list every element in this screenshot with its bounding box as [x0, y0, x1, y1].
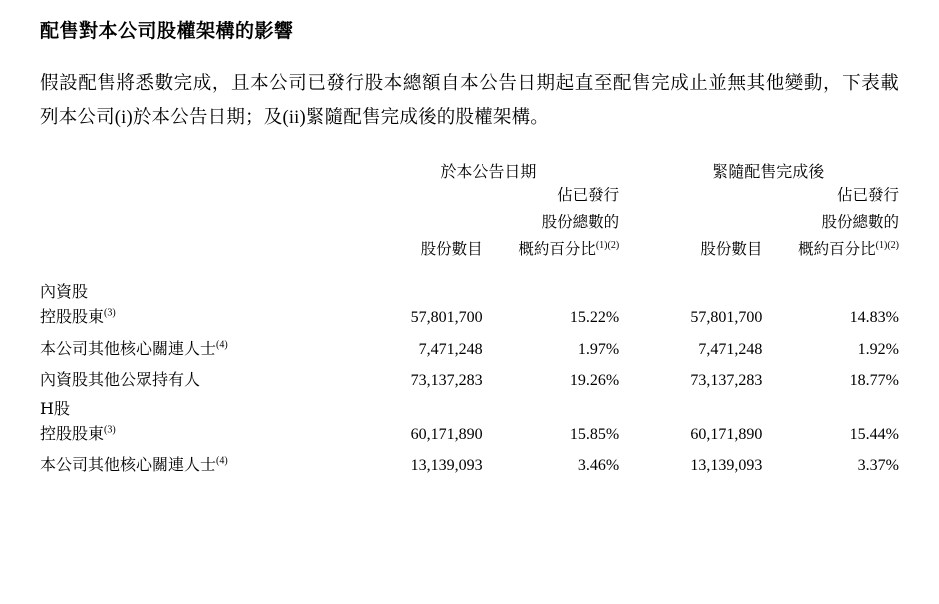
row-label-text: 本公司其他核心關連人士: [40, 340, 217, 358]
spacer-cell: [619, 302, 637, 333]
header-spacer-row: [40, 263, 899, 279]
spacer-cell: [40, 209, 358, 236]
row-label-superscript: (4): [216, 339, 228, 351]
spacer-cell: [619, 182, 637, 209]
percent-header-superscript: (1)(2): [595, 240, 620, 252]
spacer-cell: [40, 263, 899, 279]
group-header-before: 於本公告日期: [440, 164, 537, 182]
spacer-cell: [619, 209, 637, 236]
cell-after-percent: 1.92%: [857, 340, 899, 358]
percent-header-text: 概約百分比: [798, 241, 876, 259]
group-header-after: 緊隨配售完成後: [712, 164, 825, 182]
percent-header-superscript: (1)(2): [875, 240, 899, 252]
cell-before-percent: 1.97%: [577, 340, 620, 358]
cell-after-shares: 73,137,283: [690, 371, 763, 389]
shares-header-after: 股份數目: [700, 241, 763, 259]
row-label-superscript: (4): [216, 455, 228, 467]
percent-header-line2-before: 股份總數的: [541, 214, 620, 232]
cell-before-shares: 60,171,890: [410, 425, 483, 443]
section-header-row: [40, 279, 899, 302]
cell-after-shares: 7,471,248: [698, 340, 763, 358]
table-subheader-line1: [40, 182, 899, 209]
percent-header-text: 概約百分比: [518, 241, 596, 259]
shares-header-before: 股份數目: [420, 241, 483, 259]
row-label: [40, 365, 358, 396]
spacer-cell: [40, 236, 358, 263]
row-label-superscript: (3): [104, 308, 116, 320]
percent-header-line2-after: 股份總數的: [821, 214, 899, 232]
percent-header-line3-before: [483, 236, 620, 263]
spacer-cell: [358, 182, 483, 209]
document-page: [0, 18, 939, 604]
cell-after-percent: 18.77%: [849, 371, 899, 389]
percent-header-line1-before: 佔已發行: [557, 187, 620, 205]
row-label: [40, 419, 358, 450]
spacer-cell: [619, 159, 637, 182]
spacer-cell: [40, 159, 358, 182]
spacer-cell: [619, 365, 637, 396]
spacer-cell: [637, 209, 762, 236]
row-label: [40, 302, 358, 333]
table-subheader-line2: [40, 209, 899, 236]
spacer-cell: [40, 182, 358, 209]
section-title-h-shares: H股: [40, 398, 70, 418]
spacer-cell: [619, 236, 637, 263]
cell-after-percent: 3.37%: [857, 457, 899, 475]
spacer-cell: [637, 182, 762, 209]
section-title-domestic-shares: 內資股: [40, 282, 89, 302]
row-label: [40, 450, 358, 481]
table-row: [40, 450, 899, 481]
spacer-cell: [358, 209, 483, 236]
row-label-text: 控股股東: [40, 309, 105, 327]
cell-before-shares: 73,137,283: [410, 371, 483, 389]
percent-header-line3-after: [762, 236, 899, 263]
cell-before-shares: 7,471,248: [418, 340, 483, 358]
cell-after-shares: 57,801,700: [690, 309, 763, 327]
cell-after-shares: 60,171,890: [690, 425, 763, 443]
percent-header-line1-after: 佔已發行: [836, 187, 899, 205]
cell-before-percent: 19.26%: [569, 371, 620, 389]
cell-before-shares: 13,139,093: [410, 457, 483, 475]
cell-before-percent: 3.46%: [577, 457, 620, 475]
row-label-text: 本公司其他核心關連人士: [40, 457, 217, 475]
cell-after-shares: 13,139,093: [690, 457, 763, 475]
spacer-cell: [619, 334, 637, 365]
shareholding-table: [40, 159, 899, 481]
spacer-cell: [619, 419, 637, 450]
table-group-header-row: [40, 159, 899, 182]
cell-after-percent: 14.83%: [849, 309, 899, 327]
row-label-text: 控股股東: [40, 425, 105, 443]
cell-after-percent: 15.44%: [849, 425, 899, 443]
table-row: [40, 365, 899, 396]
intro-paragraph: 假設配售將悉數完成，且本公司已發行股本總額自本公告日期起直至配售完成止並無其他變動，下表載列本公司(i)於本公告日期；及(ii)緊隨配售完成後的股權架構。: [40, 73, 899, 128]
row-label-superscript: (3): [104, 424, 116, 436]
table-row: [40, 419, 899, 450]
cell-before-shares: 57,801,700: [410, 309, 483, 327]
table-row: [40, 302, 899, 333]
table-subheader-line3: [40, 236, 899, 263]
section-header-row: [40, 396, 899, 419]
row-label: [40, 334, 358, 365]
page-title: 配售對本公司股權架構的影響: [40, 20, 294, 42]
cell-before-percent: 15.85%: [569, 425, 620, 443]
table-row: [40, 334, 899, 365]
row-label-text: 內資股其他公眾持有人: [40, 371, 201, 389]
spacer-cell: [619, 450, 637, 481]
cell-before-percent: 15.22%: [569, 309, 620, 327]
